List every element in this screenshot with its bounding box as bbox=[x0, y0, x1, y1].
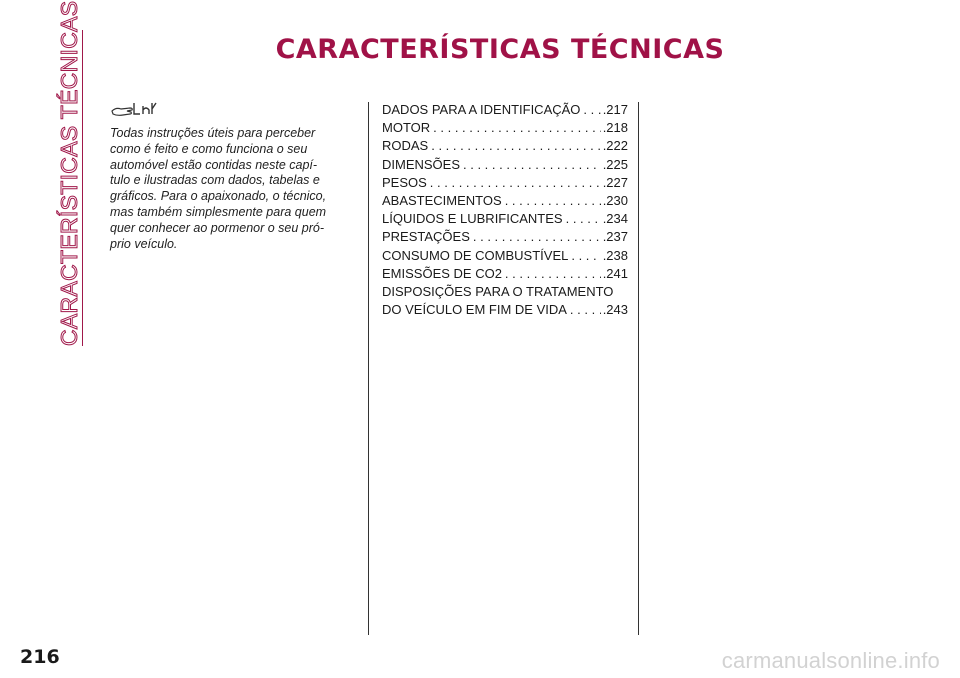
toc-entry-label: RODAS bbox=[382, 138, 429, 154]
toc-leader-dots bbox=[568, 247, 600, 265]
toc-entry-page: .225 bbox=[602, 156, 628, 172]
chapter-side-rule bbox=[82, 30, 83, 346]
intro-line: automóvel estão contidas neste capí- bbox=[110, 157, 318, 172]
intro-line: quer conhecer ao pormenor o seu pró- bbox=[110, 220, 325, 235]
toc-entry[interactable] bbox=[382, 228, 628, 246]
toc-entry-page: .230 bbox=[602, 193, 628, 209]
toc-entry-page: .243 bbox=[602, 302, 628, 318]
toc-entry-label: DIMENSÕES bbox=[382, 156, 461, 172]
toc-entry-page: .227 bbox=[602, 174, 628, 190]
toc-entry[interactable] bbox=[382, 137, 628, 155]
toc-entry[interactable] bbox=[382, 101, 628, 119]
intro-line: mas também simplesmente para quem bbox=[110, 204, 327, 219]
toc-entry-page: .234 bbox=[602, 211, 628, 227]
toc-leader-dots bbox=[470, 228, 601, 246]
toc-entry[interactable] bbox=[382, 283, 628, 301]
intro-line: prio veículo. bbox=[110, 236, 178, 251]
toc-leader-dots bbox=[428, 137, 600, 155]
toc-entry-page: .218 bbox=[602, 120, 628, 136]
page-number: 216 bbox=[20, 646, 60, 668]
toc-entry[interactable] bbox=[382, 174, 628, 192]
column-divider-right bbox=[638, 102, 639, 635]
toc-leader-dots bbox=[580, 101, 600, 119]
pointing-hand-icon bbox=[110, 100, 158, 118]
intro-line: Todas instruções úteis para perceber bbox=[110, 126, 316, 140]
toc-entry-page: .237 bbox=[602, 229, 628, 245]
toc-entry[interactable] bbox=[382, 119, 628, 137]
column-divider-left bbox=[368, 102, 369, 635]
toc-entry[interactable] bbox=[382, 156, 628, 174]
toc-entry[interactable] bbox=[382, 301, 628, 319]
toc-leader-dots bbox=[563, 210, 601, 228]
toc-leader-dots bbox=[460, 156, 601, 174]
chapter-side-title: CARACTERÍSTICAS TÉCNICAS bbox=[55, 0, 82, 346]
toc-entry[interactable] bbox=[382, 192, 628, 210]
toc-entry[interactable] bbox=[382, 247, 628, 265]
toc-entry-page: .238 bbox=[602, 247, 628, 263]
toc-entry-label: DADOS PARA A IDENTIFICAÇÃO bbox=[382, 102, 581, 117]
toc-entry[interactable] bbox=[382, 210, 628, 228]
toc-entry-page: .241 bbox=[602, 265, 628, 281]
toc-entry-label: MOTOR bbox=[382, 120, 431, 136]
toc-entry-page: .222 bbox=[602, 138, 628, 154]
toc-leader-dots bbox=[427, 174, 601, 192]
toc-entry-page: .217 bbox=[602, 102, 628, 117]
toc-entry-label: LÍQUIDOS E LUBRIFICANTES bbox=[382, 211, 563, 227]
toc-entry-label: DO VEÍCULO EM FIM DE VIDA bbox=[382, 302, 567, 318]
toc-entry-label: PESOS bbox=[382, 174, 427, 190]
toc-leader-dots bbox=[567, 301, 601, 319]
toc-entry[interactable] bbox=[382, 265, 628, 283]
toc-entry-label: PRESTAÇÕES bbox=[382, 229, 470, 245]
intro-line: gráficos. Para o apaixonado, o técnico, bbox=[110, 189, 327, 204]
watermark: carmanualsonline.info bbox=[721, 648, 940, 673]
toc-leader-dots bbox=[502, 192, 601, 210]
toc-leader-dots bbox=[430, 119, 601, 137]
toc-entry-label: ABASTECIMENTOS bbox=[382, 193, 502, 209]
toc-entry-label: CONSUMO DE COMBUSTÍVEL bbox=[382, 247, 569, 263]
intro-line: como é feito e como funciona o seu bbox=[110, 141, 308, 156]
toc-leader-dots bbox=[502, 265, 601, 283]
table-of-contents bbox=[382, 101, 628, 319]
toc-entry-label: EMISSÕES DE CO2 bbox=[382, 265, 502, 281]
intro-line: tulo e ilustradas com dados, tabelas e bbox=[110, 173, 320, 188]
page-title: CARACTERÍSTICAS TÉCNICAS bbox=[275, 34, 725, 65]
intro-paragraph bbox=[110, 126, 354, 252]
toc-entry-label: DISPOSIÇÕES PARA O TRATAMENTO bbox=[382, 284, 614, 300]
